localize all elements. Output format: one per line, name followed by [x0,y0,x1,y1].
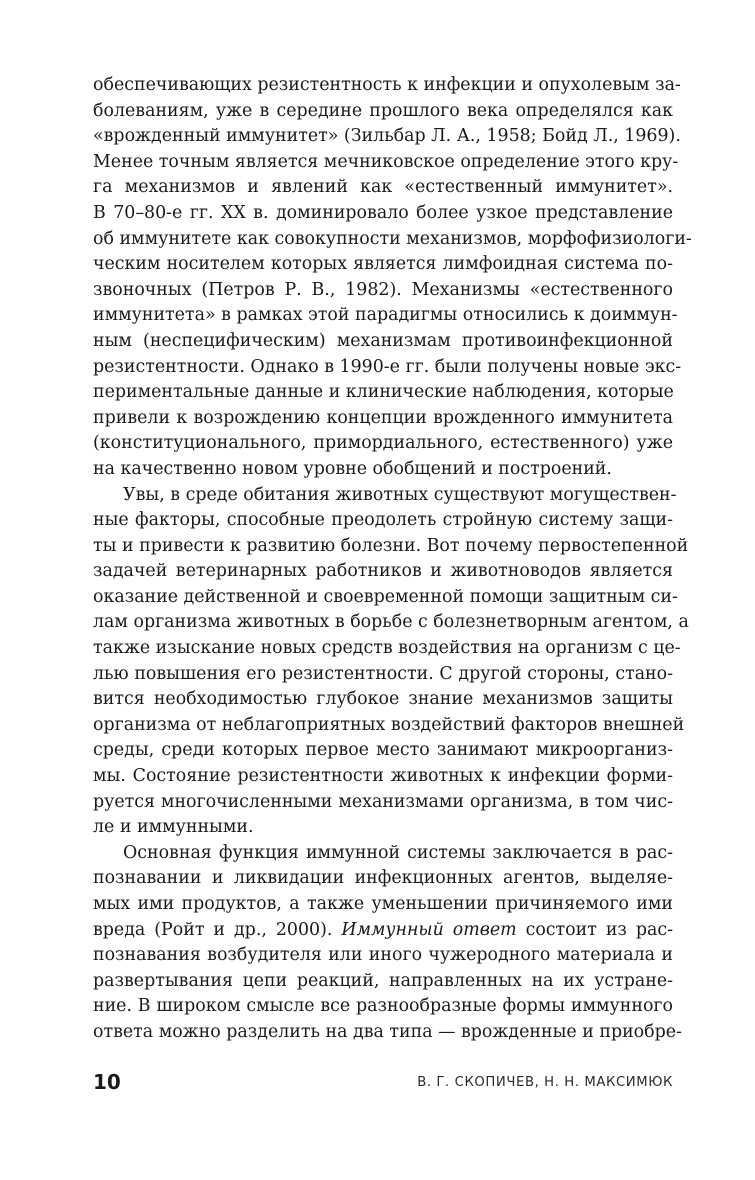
text-line: ные факторы, способные преодолеть стройную систему защи- [93,510,673,531]
text-line: обеспечивающих резистентность к инфекции и опухолевым за- [93,75,681,95]
text-line: ние. В широком смысле все разнообразные формы иммунного [93,996,673,1017]
text-line: Основная функция иммунной системы заключается в рас- [123,842,673,863]
text-line: познавании и ликвидации инфекционных агентов, выделяе- [93,868,673,889]
text-line: организма от неблагоприятных воздействий факторов внешней [93,714,685,735]
text-line: оказание действенной и своевременной помощи защитным си- [93,586,678,607]
text-line: звоночных (Петров Р. В., 1982). Механизмы «естественного [93,279,673,300]
text-line: среды, среди которых первое место занимают микроорганиз- [93,740,673,761]
page-footer [93,1070,673,1100]
page-number: 10 [93,1070,121,1094]
text-segment: вреда (Ройт и др., 2000). [93,919,333,940]
text-line: задачей ветеринарных работников и животноводов является [93,561,673,582]
text-line: га механизмов и явлений как «естественный иммунитет». [93,177,673,198]
italic-term: Иммунный ответ [341,919,517,940]
text-line: В 70–80-е гг. XX в. доминировало более узкое представление [93,202,673,223]
text-line: периментальные данные и клинические наблюдения, которые [93,382,674,403]
running-head-authors: В. Г. СКОПИЧЕВ, Н. Н. МАКСИМЮК [417,1075,673,1090]
text-line: вится необходимостью глубокое знание механизмов защиты [93,689,673,710]
text-line: ческим носителем которых является лимфоидная система по- [93,254,673,275]
text-line: руется многочисленными механизмами организма, в том чис- [93,791,673,812]
text-line: ответа можно разделить на два типа — врожденные и приобре- [93,1021,682,1042]
text-line: «врожденный иммунитет» (Зильбар Л. А., 1958; Бойд Л., 1969). [93,126,681,147]
text-line: Увы, в среде обитания животных существуют могуществен- [123,484,677,505]
text-line: познавания возбудителя или иного чужеродного материала и [93,945,673,966]
text-line: мы. Состояние резистентности животных к инфекции форми- [93,766,673,787]
text-line [93,918,673,944]
body-text [93,73,692,1046]
text-line: об иммунитете как совокупности механизмов, морфофизиологи- [93,228,692,249]
text-line: болеваниям, уже в середине прошлого века определялся как [93,100,673,121]
text-line: ты и привести к развитию болезни. Вот почему первостепенной [93,535,689,556]
text-segment: состоит из рас- [516,919,673,940]
text-line: привели к возрождению концепции врожденного иммунитета [93,407,673,428]
text-line: на качественно новом уровне обобщений и построений. [93,458,612,479]
text-line: Менее точным является мечниковское определение этого кру- [93,151,679,172]
text-line: иммунитета» в рамках этой парадигмы относились к доиммун- [93,305,678,326]
text-line: лью повышения его резистентности. С другой стороны, стано- [93,663,673,684]
text-line: ле и иммунными. [93,817,254,838]
text-line: развертывания цепи реакций, направленных на их устране- [93,970,673,991]
text-line: ным (неспецифическим) механизмам противоинфекционной [93,330,673,351]
text-line: лам организма животных в борьбе с болезнетворным агентом, а [93,612,689,633]
text-line: резистентности. Однако в 1990-е гг. были получены новые экс- [93,356,682,377]
text-line: мых ими продуктов, а также уменьшении причиняемого ими [93,894,673,914]
text-line: (конституционального, примордиального, естественного) уже [93,433,673,454]
text-line: также изыскание новых средств воздействия на организм с це- [93,638,681,659]
